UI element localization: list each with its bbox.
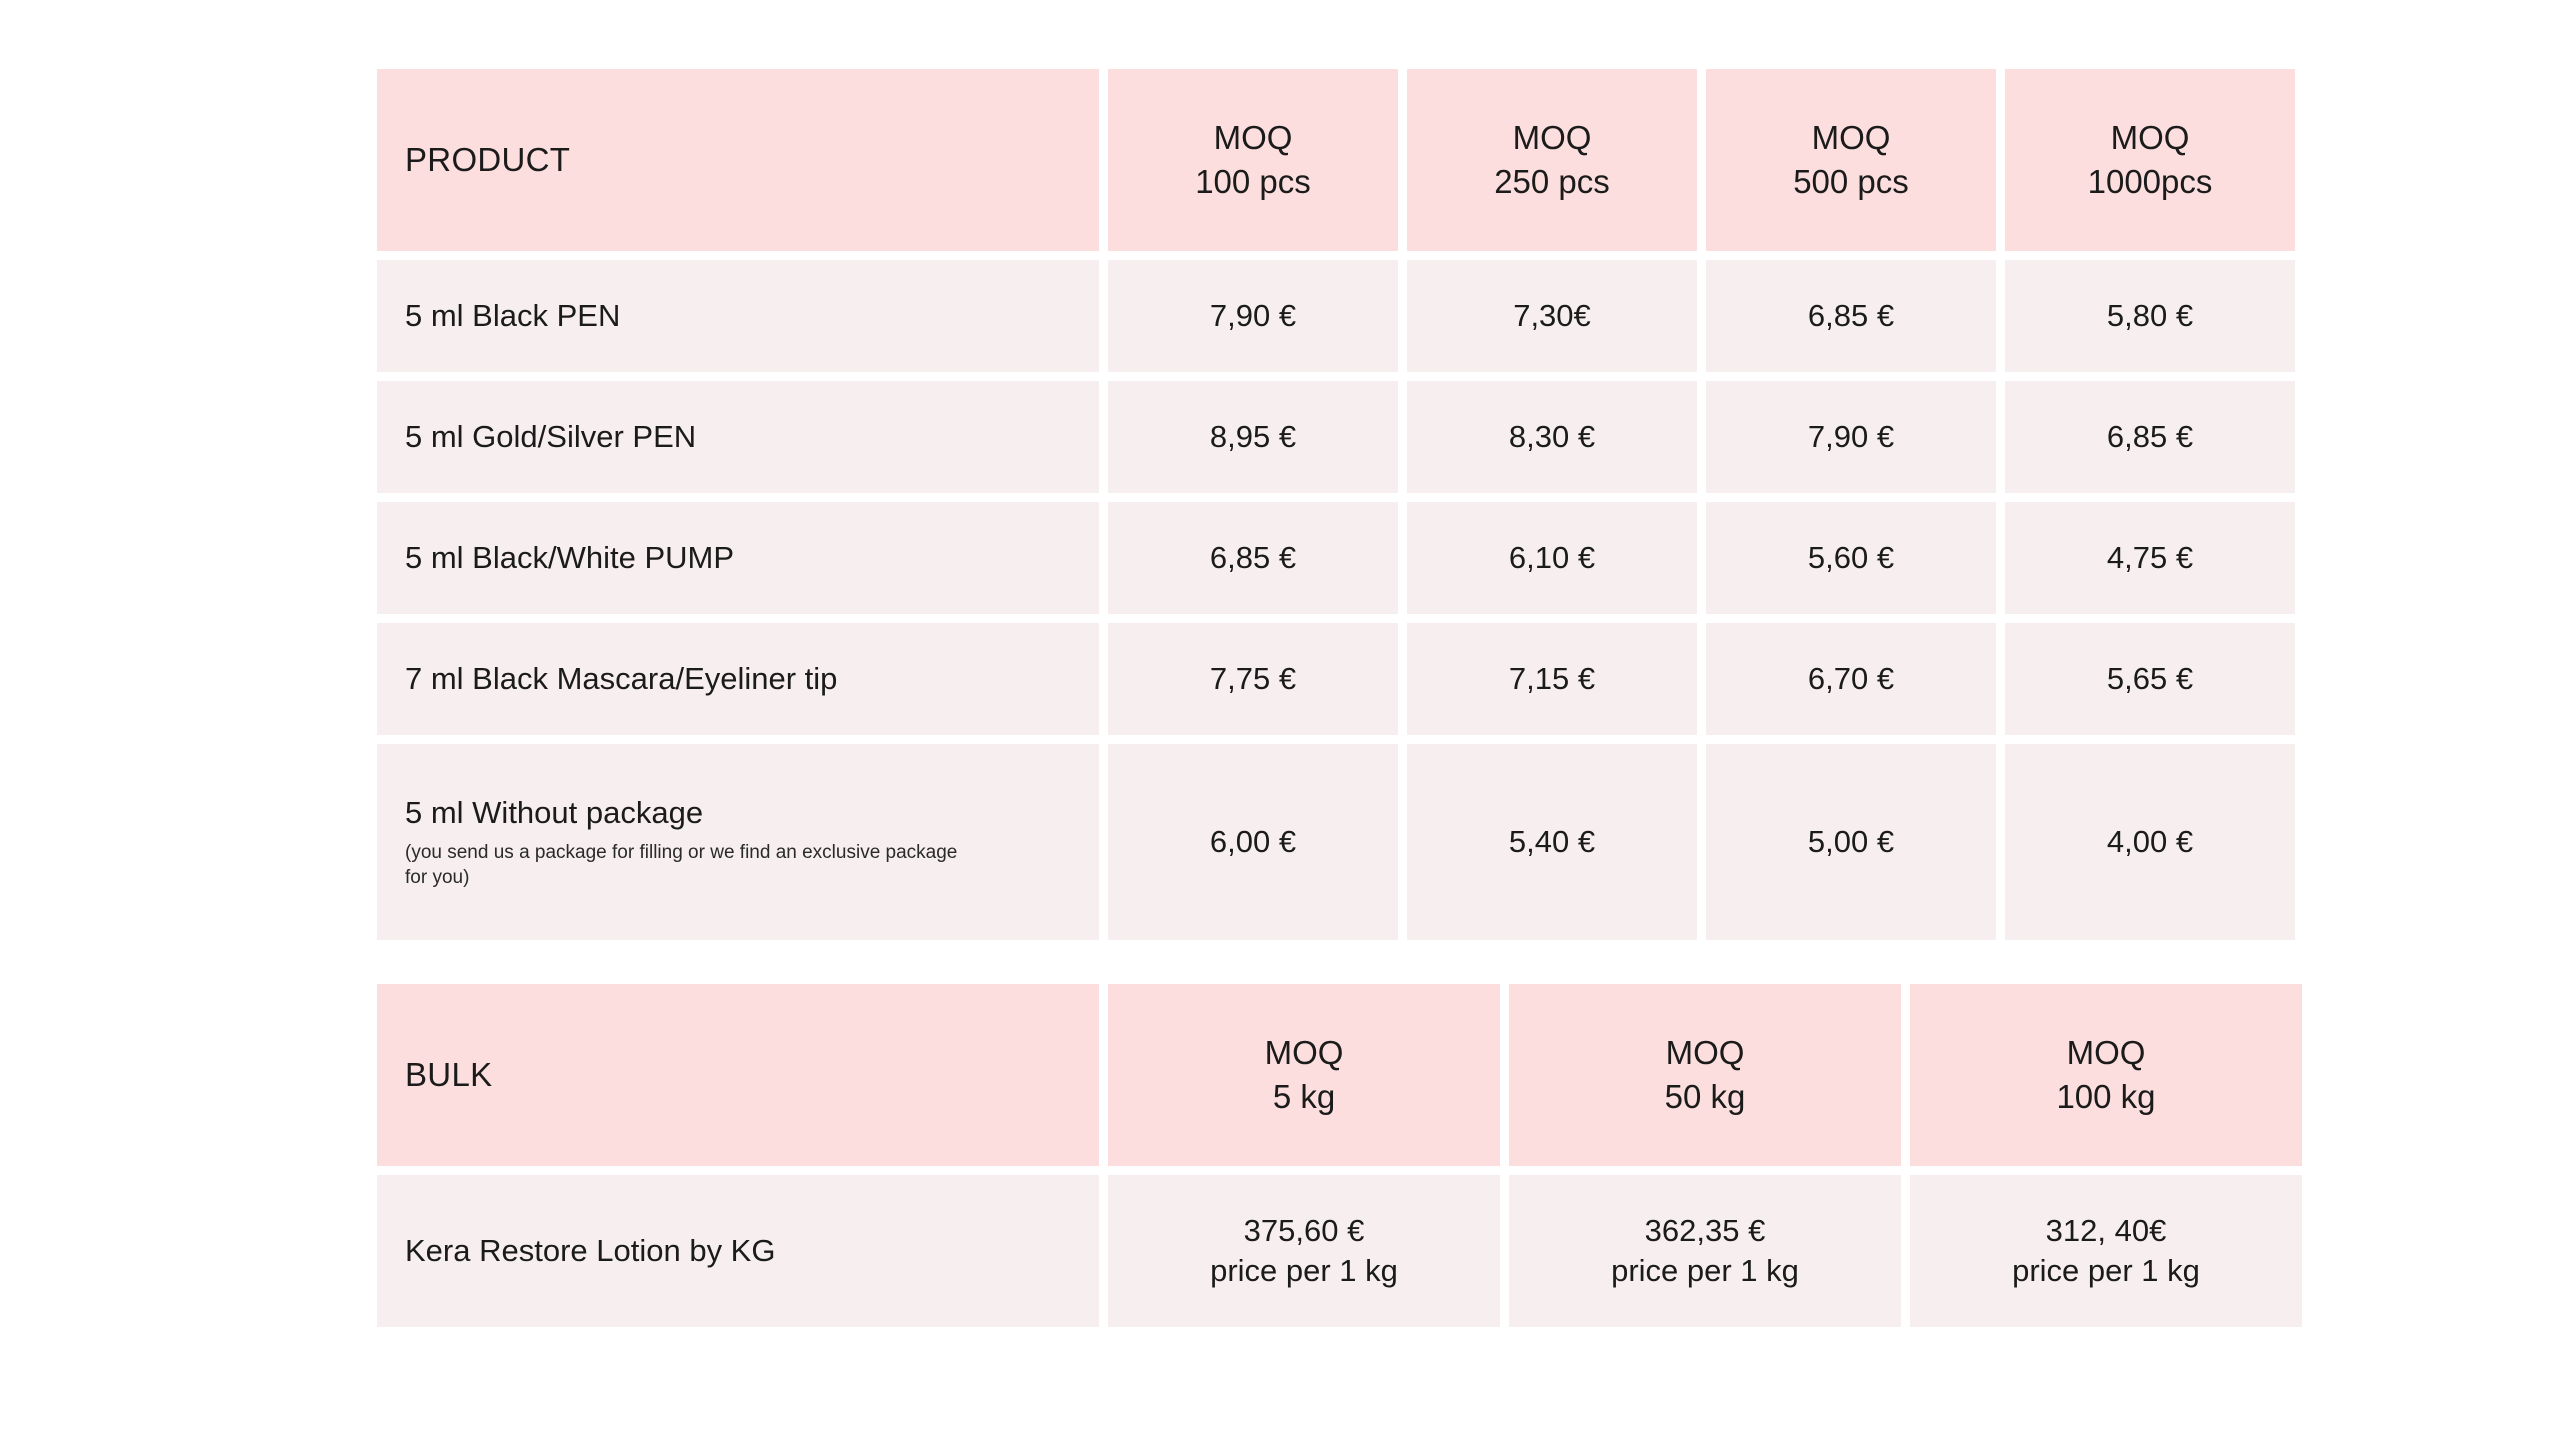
price-cell	[1407, 502, 1697, 614]
price-value: 7,90 €	[1807, 418, 1895, 454]
products-price-table	[368, 60, 2304, 949]
price-unit: price per 1 kg	[1210, 1253, 1398, 1288]
price-cell	[1407, 260, 1697, 372]
bulk-price-table	[368, 975, 2311, 1336]
price-value: 7,30€	[1513, 297, 1591, 333]
moq-label: MOQ	[1213, 119, 1293, 157]
moq-qty: 100 kg	[2056, 1078, 2156, 1115]
product-name: 5 ml Gold/Silver PEN	[405, 418, 697, 454]
moq-label: MOQ	[2066, 1034, 2146, 1072]
moq-label: MOQ	[1264, 1034, 1344, 1072]
price-value: 5,60 €	[1807, 539, 1895, 575]
product-name-cell	[377, 260, 1099, 372]
products-header-moq-250	[1407, 69, 1697, 251]
price-value: 7,15 €	[1508, 660, 1596, 696]
product-name-cell	[377, 381, 1099, 493]
price-cell	[2005, 260, 2295, 372]
price-value: 5,40 €	[1508, 823, 1596, 859]
table-row	[377, 381, 2295, 493]
products-header-name-cell	[377, 69, 1099, 251]
price-list-sheet	[368, 60, 2288, 1336]
price-value: 6,85 €	[1807, 297, 1895, 333]
price-value: 4,00 €	[2106, 823, 2194, 859]
bulk-header-moq-5kg	[1108, 984, 1500, 1166]
price-value: 375,60 €	[1243, 1212, 1365, 1248]
moq-label: MOQ	[2110, 119, 2190, 157]
price-unit: price per 1 kg	[2012, 1253, 2200, 1288]
product-note: (you send us a package for filling or we find an exclusive package for you)	[405, 841, 958, 888]
price-cell	[2005, 744, 2295, 940]
product-name: 7 ml Black Mascara/Eyeliner tip	[405, 660, 838, 696]
price-cell	[1706, 381, 1996, 493]
moq-qty: 250 pcs	[1494, 163, 1610, 200]
price-value: 8,30 €	[1508, 418, 1596, 454]
price-cell	[2005, 502, 2295, 614]
product-name-cell	[377, 502, 1099, 614]
price-cell	[1910, 1175, 2302, 1327]
price-cell	[1706, 502, 1996, 614]
table-row	[377, 260, 2295, 372]
table-row	[377, 744, 2295, 940]
price-unit: price per 1 kg	[1611, 1253, 1799, 1288]
price-cell	[1108, 502, 1398, 614]
bulk-header-name-cell	[377, 984, 1099, 1166]
bulk-header-moq-50kg	[1509, 984, 1901, 1166]
table-row	[377, 502, 2295, 614]
product-name: Kera Restore Lotion by KG	[405, 1232, 776, 1268]
price-value: 5,00 €	[1807, 823, 1895, 859]
price-cell	[1407, 381, 1697, 493]
price-cell	[1108, 1175, 1500, 1327]
price-cell	[1706, 623, 1996, 735]
bulk-header-moq-100kg	[1910, 984, 2302, 1166]
price-value: 6,10 €	[1508, 539, 1596, 575]
product-name: 5 ml Without package	[405, 795, 704, 831]
price-value: 312, 40€	[2045, 1212, 2167, 1248]
products-header-moq-100	[1108, 69, 1398, 251]
price-cell	[1108, 623, 1398, 735]
price-cell	[2005, 623, 2295, 735]
products-header-moq-500	[1706, 69, 1996, 251]
price-cell	[1108, 381, 1398, 493]
price-value: 6,85 €	[2106, 418, 2194, 454]
price-cell	[1706, 260, 1996, 372]
price-value: 6,70 €	[1807, 660, 1895, 696]
bulk-header-row	[377, 984, 2302, 1166]
moq-qty: 500 pcs	[1793, 163, 1909, 200]
moq-label: MOQ	[1811, 119, 1891, 157]
price-cell	[1509, 1175, 1901, 1327]
bulk-header-label: BULK	[405, 1056, 493, 1093]
price-cell	[1706, 744, 1996, 940]
price-cell	[1108, 260, 1398, 372]
moq-qty: 5 kg	[1272, 1078, 1336, 1115]
price-value: 4,75 €	[2106, 539, 2194, 575]
product-name: 5 ml Black/White PUMP	[405, 539, 735, 575]
price-value: 7,90 €	[1209, 297, 1297, 333]
product-name: 5 ml Black PEN	[405, 297, 621, 333]
price-value: 8,95 €	[1209, 418, 1297, 454]
moq-label: MOQ	[1665, 1034, 1745, 1072]
products-header-row	[377, 69, 2295, 251]
price-cell	[2005, 381, 2295, 493]
price-value: 5,65 €	[2106, 660, 2194, 696]
moq-qty: 50 kg	[1664, 1078, 1746, 1115]
price-value: 362,35 €	[1644, 1212, 1766, 1248]
moq-qty: 100 pcs	[1195, 163, 1311, 200]
products-header-label: PRODUCT	[405, 141, 571, 178]
price-cell	[1407, 623, 1697, 735]
product-name-cell	[377, 744, 1099, 940]
products-header-moq-1000	[2005, 69, 2295, 251]
table-gap	[368, 949, 2288, 975]
bulk-product-name-cell	[377, 1175, 1099, 1327]
moq-qty: 1000pcs	[2087, 163, 2213, 200]
table-row	[377, 1175, 2302, 1327]
price-value: 6,85 €	[1209, 539, 1297, 575]
price-cell	[1407, 744, 1697, 940]
price-value: 6,00 €	[1209, 823, 1297, 859]
table-row	[377, 623, 2295, 735]
product-name-cell	[377, 623, 1099, 735]
price-value: 7,75 €	[1209, 660, 1297, 696]
moq-label: MOQ	[1512, 119, 1592, 157]
price-value: 5,80 €	[2106, 297, 2194, 333]
price-cell	[1108, 744, 1398, 940]
